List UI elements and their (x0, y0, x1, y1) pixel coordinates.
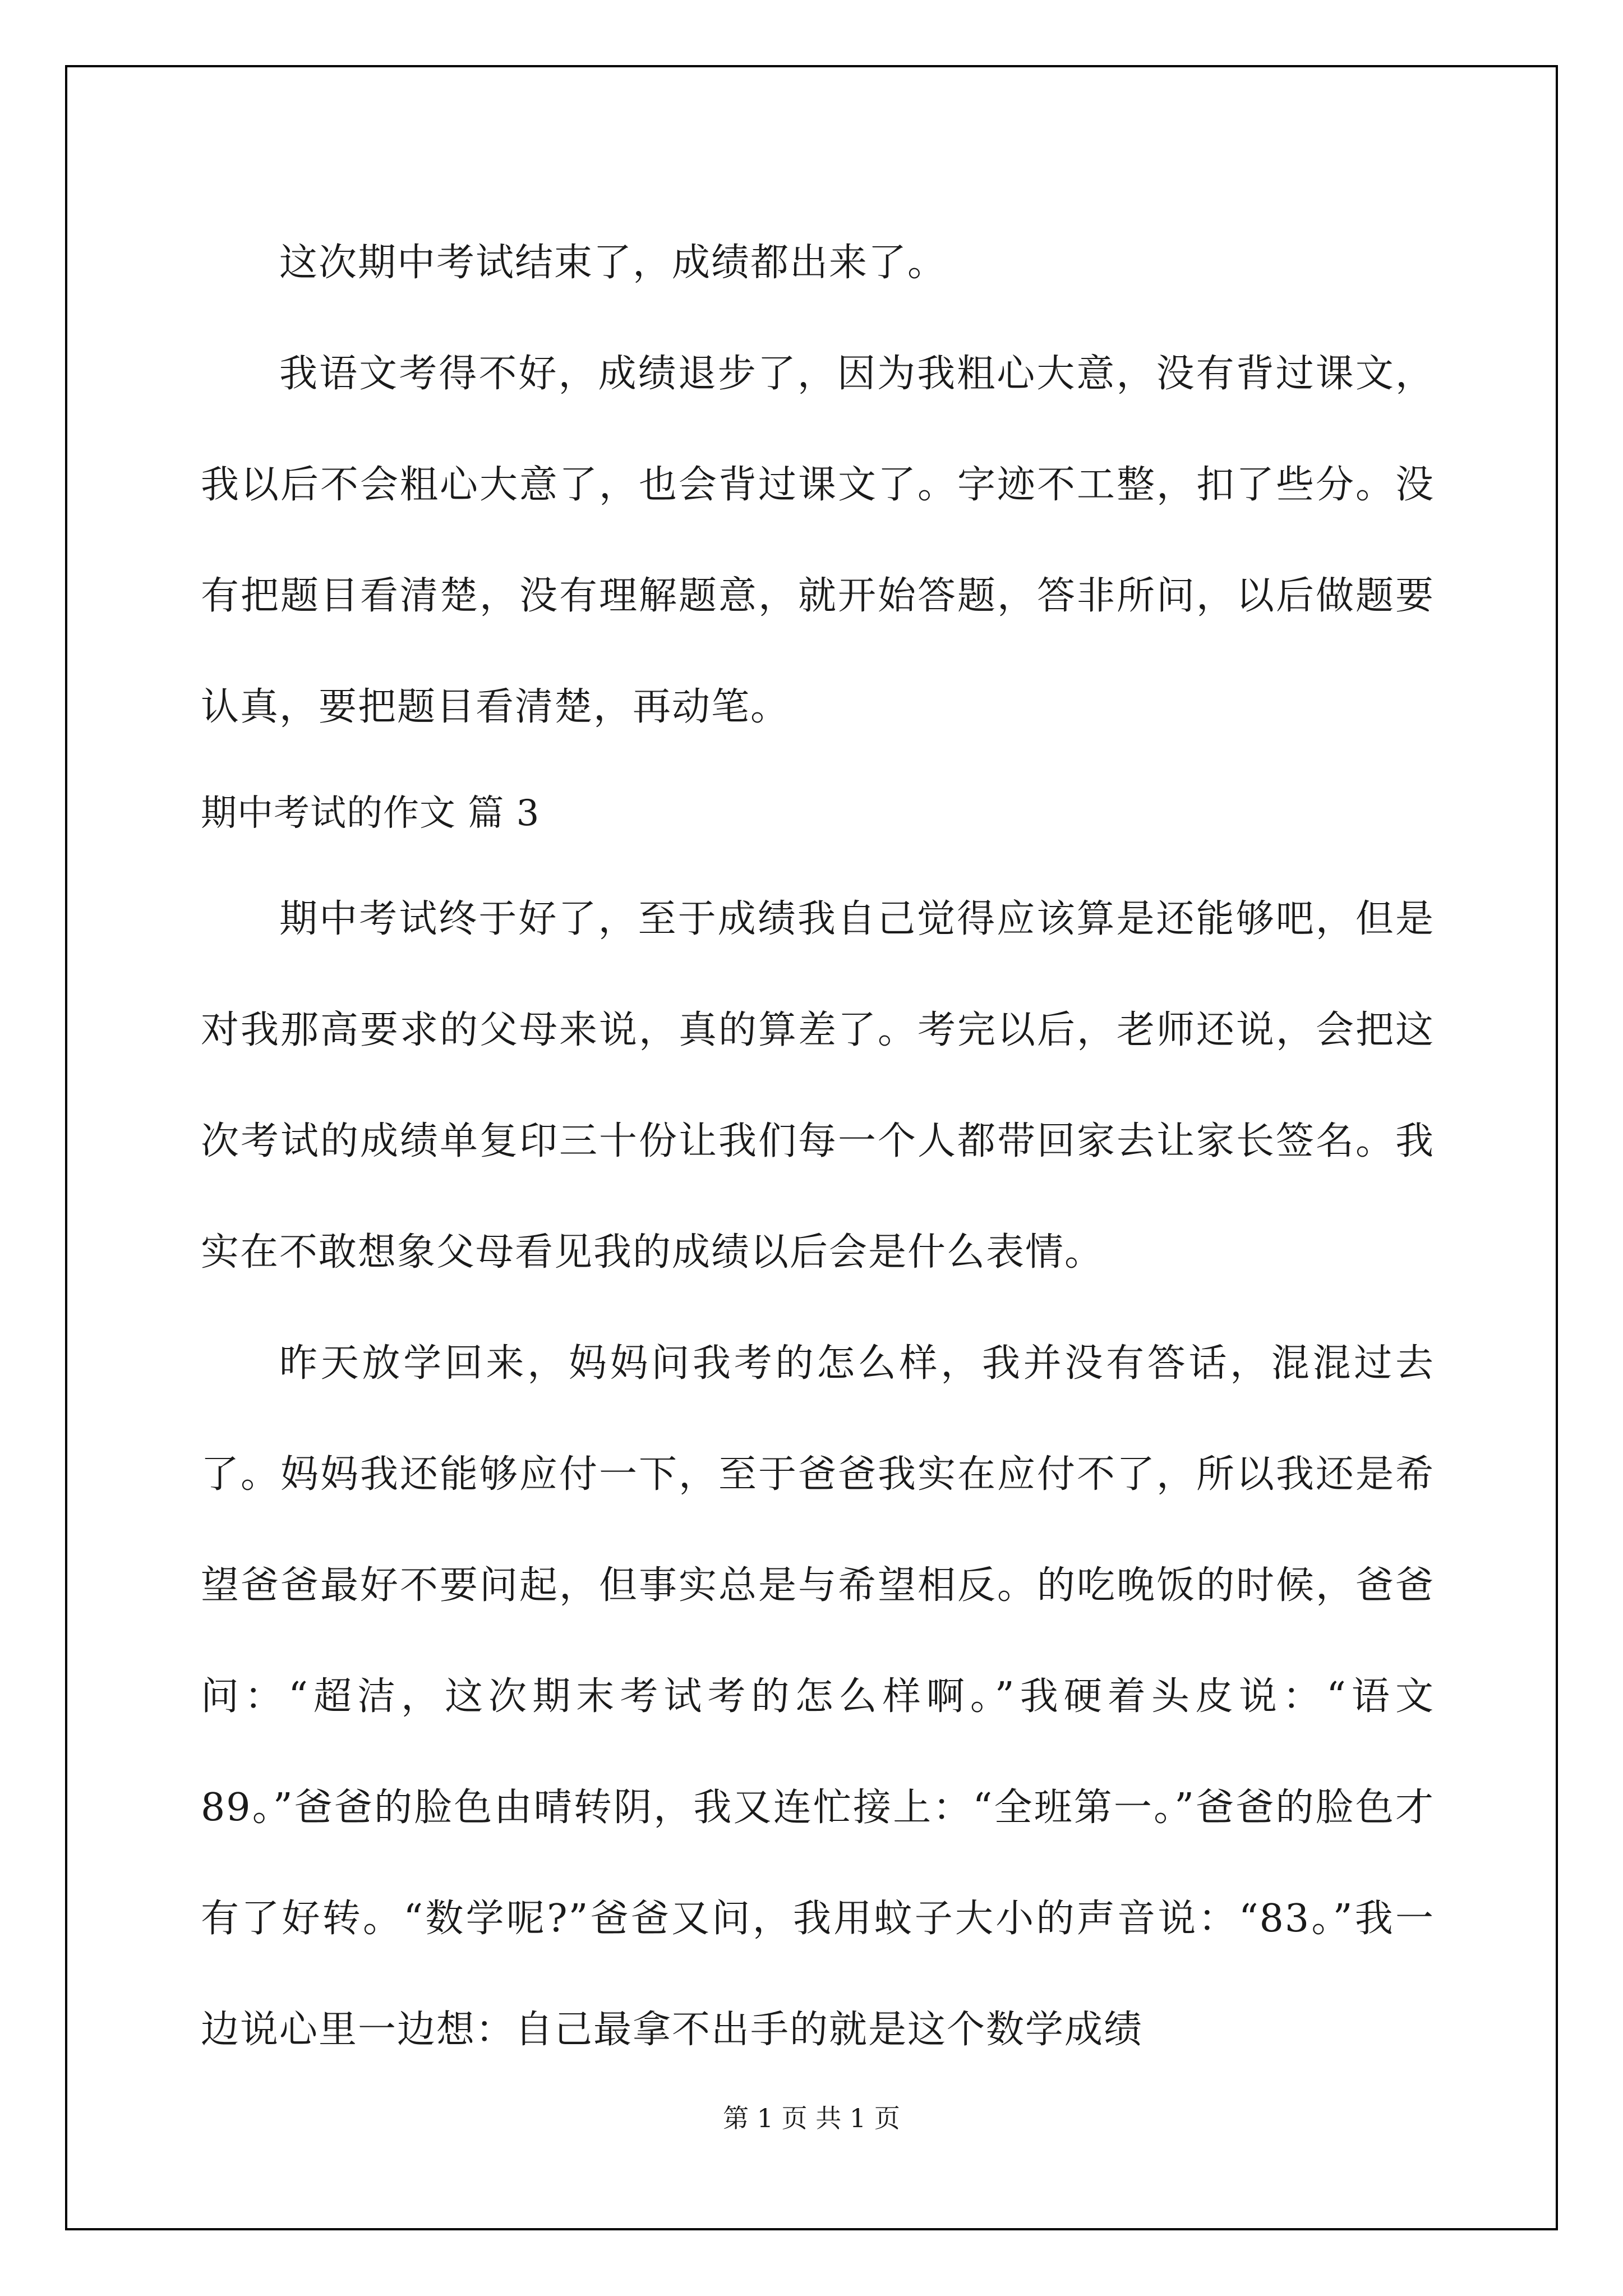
document-body (201, 208, 1435, 2086)
section-heading: 期中考试的作文 篇 3 (201, 793, 540, 834)
paragraph-3: 期中考试终于好了，至于成绩我自己觉得应该算是还能够吧，但是对我那高要求的父母来说，真的算差了。考完以后，老师还说，会把这次考试的成绩单复印三十份让我们每一个人都带回家去让家长签名。我实在不敢想象父母看见我的成绩以后会是什么表情。 (201, 897, 1435, 1274)
paragraph-4: 昨天放学回来，妈妈问我考的怎么样，我并没有答话，混混过去了。妈妈我还能够应付一下，至于爸爸我实在应付不了，所以我还是希望爸爸最好不要问起，但事实总是与希望相反。的吃晚饭的时候，爸爸问：“超洁，这次期末考试考的怎么样啊。”我硬着头皮说：“语文 89。”爸爸的脸色由晴转阴，我又连忙接上：“全班第一。”爸爸的脸色才有了好转。“数学呢?”爸爸又问，我用蚊子大小的声音说：“83。”我一边说心里一边想：自己最拿不出手的就是这个数学成绩 (201, 1341, 1435, 2052)
paragraph-1: 这次期中考试结束了，成绩都出来了。 (279, 241, 947, 285)
paragraph-2: 我语文考得不好，成绩退步了，因为我粗心大意，没有背过课文，我以后不会粗心大意了，也会背过课文了。字迹不工整，扣了些分。没有把题目看清楚，没有理解题意，就开始答题，答非所问，以后做题要认真，要把题目看清楚，再动笔。 (201, 352, 1435, 729)
page-footer: 第 1 页 共 1 页 (723, 2103, 900, 2133)
